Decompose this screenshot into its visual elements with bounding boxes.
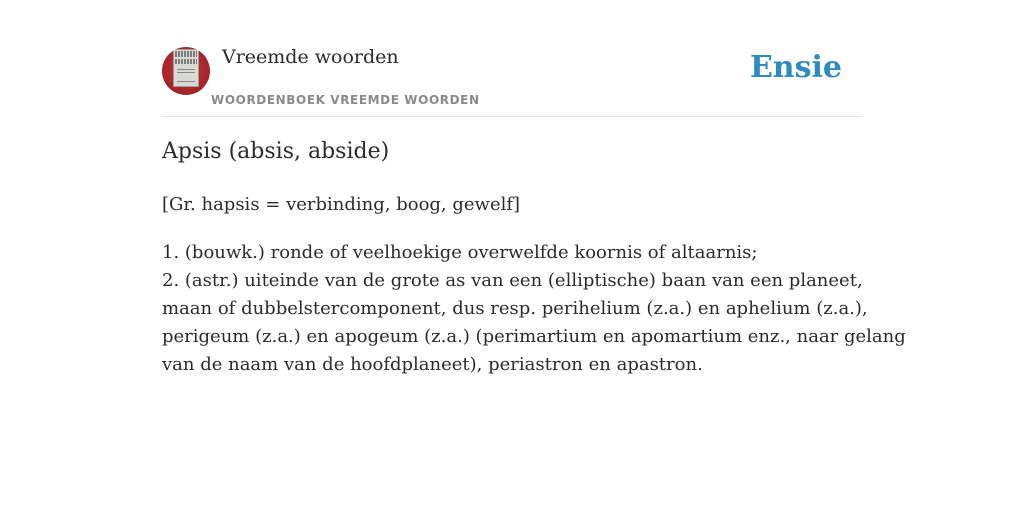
definition-line: 2. (astr.) uiteinde van de grote as van een (elliptische) baan van een planeet,: [162, 270, 863, 291]
entry-definition: [162, 239, 906, 379]
entry-etymology: [Gr. hapsis = verbinding, boog, gewelf]: [162, 194, 521, 215]
site-title-link[interactable]: Vreemde woorden: [222, 46, 399, 68]
site-subtitle: WOORDENBOEK VREEMDE WOORDEN: [211, 93, 480, 107]
definition-line: van de naam van de hoofdplaneet), periastron en apastron.: [162, 354, 703, 375]
site-header: [162, 0, 862, 117]
book-cover-image: [173, 49, 199, 87]
page: [162, 0, 906, 512]
definition-line: maan of dubbelstercomponent, dus resp. perihelium (z.a.) en aphelium (z.a.),: [162, 298, 868, 319]
definition-line: 1. (bouwk.) ronde of veelhoekige overwelfde koornis of altaarnis;: [162, 242, 758, 263]
entry-term-heading: Apsis (absis, abside): [162, 139, 390, 164]
book-cover-icon[interactable]: [162, 47, 210, 95]
brand-logo-link[interactable]: Ensie: [749, 50, 842, 85]
definition-line: perigeum (z.a.) en apogeum (z.a.) (perimartium en apomartium enz., naar gelang: [162, 326, 906, 347]
